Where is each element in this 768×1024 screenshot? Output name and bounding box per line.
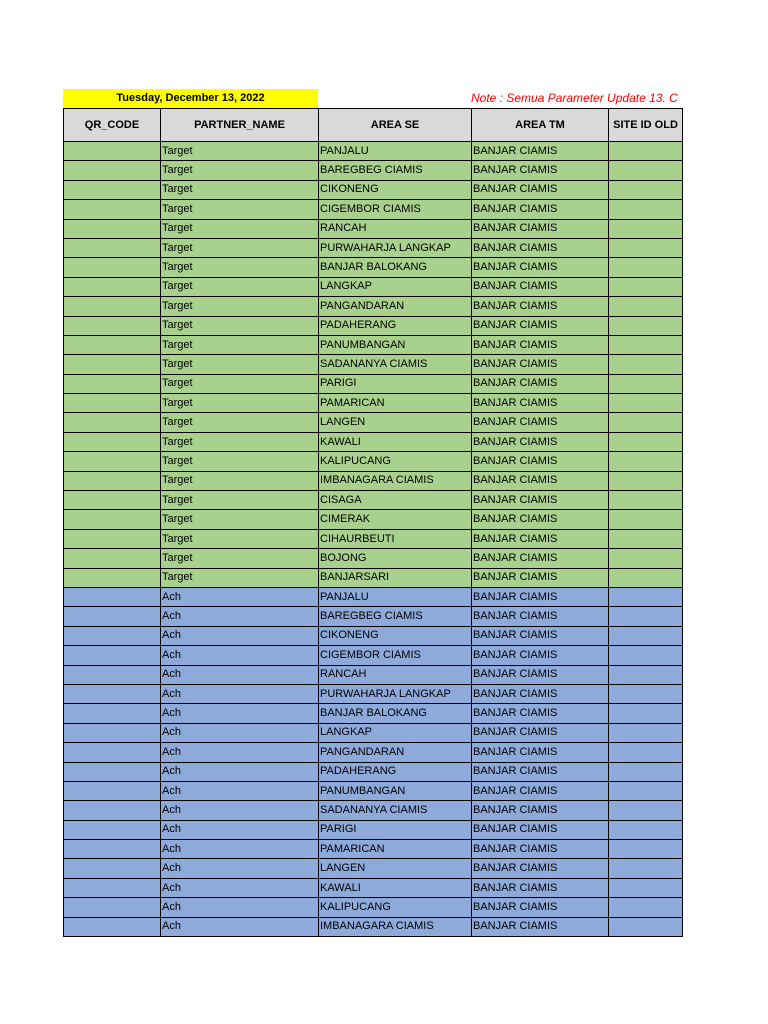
qr-code-cell[interactable] (64, 743, 161, 762)
area-se-cell[interactable]: PARIGI (319, 820, 472, 839)
partner-name-cell[interactable]: Ach (161, 587, 319, 606)
qr-code-cell[interactable] (64, 335, 161, 354)
area-se-cell[interactable]: SADANANYA CIAMIS (319, 801, 472, 820)
partner-name-cell[interactable]: Target (161, 394, 319, 413)
area-se-cell[interactable]: BAREGBEG CIAMIS (319, 607, 472, 626)
site-id-old-cell[interactable] (609, 626, 683, 645)
site-id-old-cell[interactable] (609, 840, 683, 859)
site-id-old-cell[interactable] (609, 665, 683, 684)
area-tm-cell[interactable]: BANJAR CIAMIS (472, 646, 609, 665)
partner-name-cell[interactable]: Ach (161, 723, 319, 742)
area-se-cell[interactable]: CIKONENG (319, 180, 472, 199)
area-se-cell[interactable]: LANGEN (319, 859, 472, 878)
area-tm-cell[interactable]: BANJAR CIAMIS (472, 219, 609, 238)
qr-code-cell[interactable] (64, 277, 161, 296)
area-tm-cell[interactable]: BANJAR CIAMIS (472, 452, 609, 471)
table-row (64, 142, 683, 161)
site-id-old-cell[interactable] (609, 374, 683, 393)
table-row (64, 297, 683, 316)
area-tm-cell[interactable]: BANJAR CIAMIS (472, 200, 609, 219)
partner-name-cell[interactable]: Ach (161, 704, 319, 723)
site-id-old-cell[interactable] (609, 549, 683, 568)
qr-code-cell[interactable] (64, 684, 161, 703)
site-id-old-cell[interactable] (609, 820, 683, 839)
site-id-old-cell[interactable] (609, 684, 683, 703)
area-tm-cell[interactable]: BANJAR CIAMIS (472, 840, 609, 859)
qr-code-cell[interactable] (64, 432, 161, 451)
table-row (64, 355, 683, 374)
area-se-cell[interactable]: IMBANAGARA CIAMIS (319, 917, 472, 936)
site-id-old-cell[interactable] (609, 762, 683, 781)
area-tm-cell[interactable]: BANJAR CIAMIS (472, 684, 609, 703)
partner-name-cell[interactable]: Target (161, 142, 319, 161)
partner-name-cell[interactable]: Target (161, 510, 319, 529)
area-tm-cell[interactable]: BANJAR CIAMIS (472, 277, 609, 296)
site-id-old-cell[interactable] (609, 878, 683, 897)
table-row (64, 723, 683, 742)
qr-code-cell[interactable] (64, 374, 161, 393)
qr-code-cell[interactable] (64, 180, 161, 199)
qr-code-cell[interactable] (64, 898, 161, 917)
report-date[interactable]: Tuesday, December 13, 2022 (63, 89, 318, 108)
partner-name-cell[interactable]: Target (161, 200, 319, 219)
update-note[interactable]: Note : Semua Parameter Update 13. C (471, 91, 678, 105)
qr-code-cell[interactable] (64, 801, 161, 820)
site-id-old-cell[interactable] (609, 432, 683, 451)
partner-name-cell[interactable]: Target (161, 297, 319, 316)
area-tm-cell[interactable]: BANJAR CIAMIS (472, 917, 609, 936)
qr-code-cell[interactable] (64, 781, 161, 800)
partner-name-cell[interactable]: Ach (161, 859, 319, 878)
area-se-cell[interactable]: PANUMBANGAN (319, 781, 472, 800)
area-se-cell[interactable]: KALIPUCANG (319, 452, 472, 471)
table-row (64, 200, 683, 219)
site-id-old-cell[interactable] (609, 452, 683, 471)
area-tm-cell[interactable]: BANJAR CIAMIS (472, 394, 609, 413)
area-se-cell[interactable]: PURWAHARJA LANGKAP (319, 238, 472, 257)
partner-name-cell[interactable]: Target (161, 258, 319, 277)
area-se-cell[interactable]: LANGKAP (319, 723, 472, 742)
table-row (64, 161, 683, 180)
area-tm-cell[interactable]: BANJAR CIAMIS (472, 510, 609, 529)
table-row (64, 878, 683, 897)
area-se-cell[interactable]: KAWALI (319, 878, 472, 897)
area-se-cell[interactable]: PANGANDARAN (319, 743, 472, 762)
table-row (64, 452, 683, 471)
area-se-cell[interactable]: PURWAHARJA LANGKAP (319, 684, 472, 703)
area-tm-cell[interactable]: BANJAR CIAMIS (472, 471, 609, 490)
partner-name-cell[interactable]: Ach (161, 665, 319, 684)
area-tm-cell[interactable]: BANJAR CIAMIS (472, 374, 609, 393)
site-id-old-cell[interactable] (609, 587, 683, 606)
table-row (64, 510, 683, 529)
qr-code-cell[interactable] (64, 568, 161, 587)
table-row (64, 413, 683, 432)
area-se-cell[interactable]: BOJONG (319, 549, 472, 568)
table-row (64, 238, 683, 257)
area-se-cell[interactable]: PARIGI (319, 374, 472, 393)
area-tm-cell[interactable]: BANJAR CIAMIS (472, 432, 609, 451)
qr-code-cell[interactable] (64, 161, 161, 180)
partner-name-cell[interactable]: Target (161, 491, 319, 510)
table-row (64, 781, 683, 800)
qr-code-cell[interactable] (64, 587, 161, 606)
area-se-cell[interactable]: PAMARICAN (319, 394, 472, 413)
area-se-cell[interactable]: SADANANYA CIAMIS (319, 355, 472, 374)
site-id-old-cell[interactable] (609, 646, 683, 665)
table-row (64, 762, 683, 781)
site-id-old-cell[interactable] (609, 723, 683, 742)
partner-name-cell[interactable]: Target (161, 277, 319, 296)
area-tm-cell[interactable]: BANJAR CIAMIS (472, 316, 609, 335)
area-se-cell[interactable]: RANCAH (319, 219, 472, 238)
area-se-cell[interactable]: PAMARICAN (319, 840, 472, 859)
site-id-old-cell[interactable] (609, 238, 683, 257)
site-id-old-cell[interactable] (609, 898, 683, 917)
area-tm-cell[interactable]: BANJAR CIAMIS (472, 587, 609, 606)
area-tm-cell[interactable]: BANJAR CIAMIS (472, 607, 609, 626)
table-row (64, 529, 683, 548)
site-id-old-cell[interactable] (609, 316, 683, 335)
site-id-old-cell[interactable] (609, 413, 683, 432)
partner-name-cell[interactable]: Target (161, 549, 319, 568)
table-row (64, 491, 683, 510)
qr-code-cell[interactable] (64, 646, 161, 665)
table-row (64, 743, 683, 762)
partner-name-cell[interactable]: Ach (161, 646, 319, 665)
area-tm-cell[interactable]: BANJAR CIAMIS (472, 491, 609, 510)
area-se-cell[interactable]: CISAGA (319, 491, 472, 510)
partner-name-cell[interactable]: Ach (161, 684, 319, 703)
spreadsheet (63, 89, 768, 949)
table-row (64, 587, 683, 606)
partner-name-cell[interactable]: Target (161, 238, 319, 257)
partner-name-cell[interactable]: Ach (161, 878, 319, 897)
site-id-old-cell[interactable] (609, 510, 683, 529)
table-row (64, 704, 683, 723)
column-header-area-se[interactable]: AREA SE (319, 109, 472, 142)
partner-name-cell[interactable]: Target (161, 180, 319, 199)
area-se-cell[interactable]: CIGEMBOR CIAMIS (319, 646, 472, 665)
qr-code-cell[interactable] (64, 413, 161, 432)
area-tm-cell[interactable]: BANJAR CIAMIS (472, 335, 609, 354)
table-row (64, 859, 683, 878)
qr-code-cell[interactable] (64, 316, 161, 335)
site-id-old-cell[interactable] (609, 607, 683, 626)
site-id-old-cell[interactable] (609, 394, 683, 413)
partner-name-cell[interactable]: Target (161, 452, 319, 471)
area-tm-cell[interactable]: BANJAR CIAMIS (472, 626, 609, 645)
area-tm-cell[interactable]: BANJAR CIAMIS (472, 762, 609, 781)
site-id-old-cell[interactable] (609, 491, 683, 510)
area-tm-cell[interactable]: BANJAR CIAMIS (472, 297, 609, 316)
partner-name-cell[interactable]: Target (161, 355, 319, 374)
partner-name-cell[interactable]: Ach (161, 762, 319, 781)
qr-code-cell[interactable] (64, 607, 161, 626)
area-se-cell[interactable]: LANGEN (319, 413, 472, 432)
area-tm-cell[interactable]: BANJAR CIAMIS (472, 142, 609, 161)
site-id-old-cell[interactable] (609, 297, 683, 316)
table-row (64, 394, 683, 413)
table-row (64, 374, 683, 393)
site-id-old-cell[interactable] (609, 781, 683, 800)
table-row (64, 665, 683, 684)
table-row (64, 917, 683, 936)
table-row (64, 219, 683, 238)
qr-code-cell[interactable] (64, 917, 161, 936)
qr-code-cell[interactable] (64, 762, 161, 781)
qr-code-cell[interactable] (64, 355, 161, 374)
table-row (64, 180, 683, 199)
area-se-cell[interactable]: BANJAR BALOKANG (319, 704, 472, 723)
qr-code-cell[interactable] (64, 394, 161, 413)
site-id-old-cell[interactable] (609, 258, 683, 277)
header-row (64, 109, 683, 142)
area-se-cell[interactable]: PANJALU (319, 587, 472, 606)
column-header-qr-code[interactable]: QR_CODE (64, 109, 161, 142)
partner-name-cell[interactable]: Ach (161, 781, 319, 800)
partner-name-cell[interactable]: Ach (161, 743, 319, 762)
area-tm-cell[interactable]: BANJAR CIAMIS (472, 665, 609, 684)
area-tm-cell[interactable]: BANJAR CIAMIS (472, 180, 609, 199)
site-id-old-cell[interactable] (609, 161, 683, 180)
area-se-cell[interactable]: CIKONENG (319, 626, 472, 645)
site-id-old-cell[interactable] (609, 277, 683, 296)
area-se-cell[interactable]: BAREGBEG CIAMIS (319, 161, 472, 180)
partner-name-cell[interactable]: Target (161, 413, 319, 432)
area-tm-cell[interactable]: BANJAR CIAMIS (472, 743, 609, 762)
area-se-cell[interactable]: CIGEMBOR CIAMIS (319, 200, 472, 219)
area-tm-cell[interactable]: BANJAR CIAMIS (472, 704, 609, 723)
site-id-old-cell[interactable] (609, 142, 683, 161)
qr-code-cell[interactable] (64, 878, 161, 897)
partner-name-cell[interactable]: Ach (161, 626, 319, 645)
area-se-cell[interactable]: LANGKAP (319, 277, 472, 296)
partner-name-cell[interactable]: Ach (161, 607, 319, 626)
qr-code-cell[interactable] (64, 820, 161, 839)
site-id-old-cell[interactable] (609, 568, 683, 587)
column-header-area-tm[interactable]: AREA TM (472, 109, 609, 142)
table-row (64, 568, 683, 587)
site-id-old-cell[interactable] (609, 355, 683, 374)
site-id-old-cell[interactable] (609, 801, 683, 820)
area-tm-cell[interactable]: BANJAR CIAMIS (472, 529, 609, 548)
table-row (64, 471, 683, 490)
partner-name-cell[interactable]: Target (161, 529, 319, 548)
area-se-cell[interactable]: CIMERAK (319, 510, 472, 529)
area-se-cell[interactable]: CIHAURBEUTI (319, 529, 472, 548)
table-row (64, 820, 683, 839)
qr-code-cell[interactable] (64, 665, 161, 684)
area-se-cell[interactable]: KAWALI (319, 432, 472, 451)
site-id-old-cell[interactable] (609, 704, 683, 723)
area-tm-cell[interactable]: BANJAR CIAMIS (472, 781, 609, 800)
area-tm-cell[interactable]: BANJAR CIAMIS (472, 355, 609, 374)
partner-name-cell[interactable]: Target (161, 335, 319, 354)
data-table (63, 108, 683, 937)
partner-name-cell[interactable]: Target (161, 219, 319, 238)
qr-code-cell[interactable] (64, 859, 161, 878)
area-se-cell[interactable]: RANCAH (319, 665, 472, 684)
qr-code-cell[interactable] (64, 626, 161, 645)
area-tm-cell[interactable]: BANJAR CIAMIS (472, 568, 609, 587)
qr-code-cell[interactable] (64, 491, 161, 510)
area-se-cell[interactable]: PADAHERANG (319, 316, 472, 335)
table-body (64, 142, 683, 937)
partner-name-cell[interactable]: Ach (161, 801, 319, 820)
site-id-old-cell[interactable] (609, 219, 683, 238)
partner-name-cell[interactable]: Ach (161, 840, 319, 859)
area-se-cell[interactable]: PANGANDARAN (319, 297, 472, 316)
area-se-cell[interactable]: BANJAR BALOKANG (319, 258, 472, 277)
area-tm-cell[interactable]: BANJAR CIAMIS (472, 413, 609, 432)
area-se-cell[interactable]: IMBANAGARA CIAMIS (319, 471, 472, 490)
area-se-cell[interactable]: PADAHERANG (319, 762, 472, 781)
qr-code-cell[interactable] (64, 258, 161, 277)
area-tm-cell[interactable]: BANJAR CIAMIS (472, 161, 609, 180)
table-row (64, 898, 683, 917)
qr-code-cell[interactable] (64, 529, 161, 548)
table-row (64, 684, 683, 703)
table-row (64, 626, 683, 645)
area-tm-cell[interactable]: BANJAR CIAMIS (472, 723, 609, 742)
qr-code-cell[interactable] (64, 471, 161, 490)
qr-code-cell[interactable] (64, 238, 161, 257)
partner-name-cell[interactable]: Target (161, 432, 319, 451)
partner-name-cell[interactable]: Ach (161, 917, 319, 936)
site-id-old-cell[interactable] (609, 335, 683, 354)
partner-name-cell[interactable]: Ach (161, 820, 319, 839)
qr-code-cell[interactable] (64, 200, 161, 219)
table-row (64, 840, 683, 859)
partner-name-cell[interactable]: Target (161, 374, 319, 393)
table-row (64, 258, 683, 277)
site-id-old-cell[interactable] (609, 180, 683, 199)
area-se-cell[interactable]: PANJALU (319, 142, 472, 161)
column-header-partner-name[interactable]: PARTNER_NAME (161, 109, 319, 142)
partner-name-cell[interactable]: Target (161, 568, 319, 587)
table-row (64, 432, 683, 451)
qr-code-cell[interactable] (64, 219, 161, 238)
partner-name-cell[interactable]: Target (161, 471, 319, 490)
area-tm-cell[interactable]: BANJAR CIAMIS (472, 820, 609, 839)
site-id-old-cell[interactable] (609, 859, 683, 878)
qr-code-cell[interactable] (64, 840, 161, 859)
table-row (64, 801, 683, 820)
site-id-old-cell[interactable] (609, 743, 683, 762)
table-row (64, 607, 683, 626)
area-tm-cell[interactable]: BANJAR CIAMIS (472, 549, 609, 568)
table-row (64, 646, 683, 665)
area-tm-cell[interactable]: BANJAR CIAMIS (472, 898, 609, 917)
site-id-old-cell[interactable] (609, 917, 683, 936)
qr-code-cell[interactable] (64, 549, 161, 568)
area-tm-cell[interactable]: BANJAR CIAMIS (472, 258, 609, 277)
qr-code-cell[interactable] (64, 142, 161, 161)
qr-code-cell[interactable] (64, 452, 161, 471)
area-tm-cell[interactable]: BANJAR CIAMIS (472, 801, 609, 820)
table-row (64, 277, 683, 296)
title-row (63, 89, 768, 108)
qr-code-cell[interactable] (64, 297, 161, 316)
qr-code-cell[interactable] (64, 704, 161, 723)
area-tm-cell[interactable]: BANJAR CIAMIS (472, 859, 609, 878)
table-row (64, 549, 683, 568)
partner-name-cell[interactable]: Target (161, 161, 319, 180)
area-se-cell[interactable]: PANUMBANGAN (319, 335, 472, 354)
area-tm-cell[interactable]: BANJAR CIAMIS (472, 878, 609, 897)
area-se-cell[interactable]: KALIPUCANG (319, 898, 472, 917)
table-row (64, 316, 683, 335)
area-tm-cell[interactable]: BANJAR CIAMIS (472, 238, 609, 257)
column-header-site-id-old[interactable]: SITE ID OLD (609, 109, 683, 142)
site-id-old-cell[interactable] (609, 471, 683, 490)
site-id-old-cell[interactable] (609, 200, 683, 219)
qr-code-cell[interactable] (64, 510, 161, 529)
partner-name-cell[interactable]: Ach (161, 898, 319, 917)
site-id-old-cell[interactable] (609, 529, 683, 548)
area-se-cell[interactable]: BANJARSARI (319, 568, 472, 587)
partner-name-cell[interactable]: Target (161, 316, 319, 335)
qr-code-cell[interactable] (64, 723, 161, 742)
table-row (64, 335, 683, 354)
